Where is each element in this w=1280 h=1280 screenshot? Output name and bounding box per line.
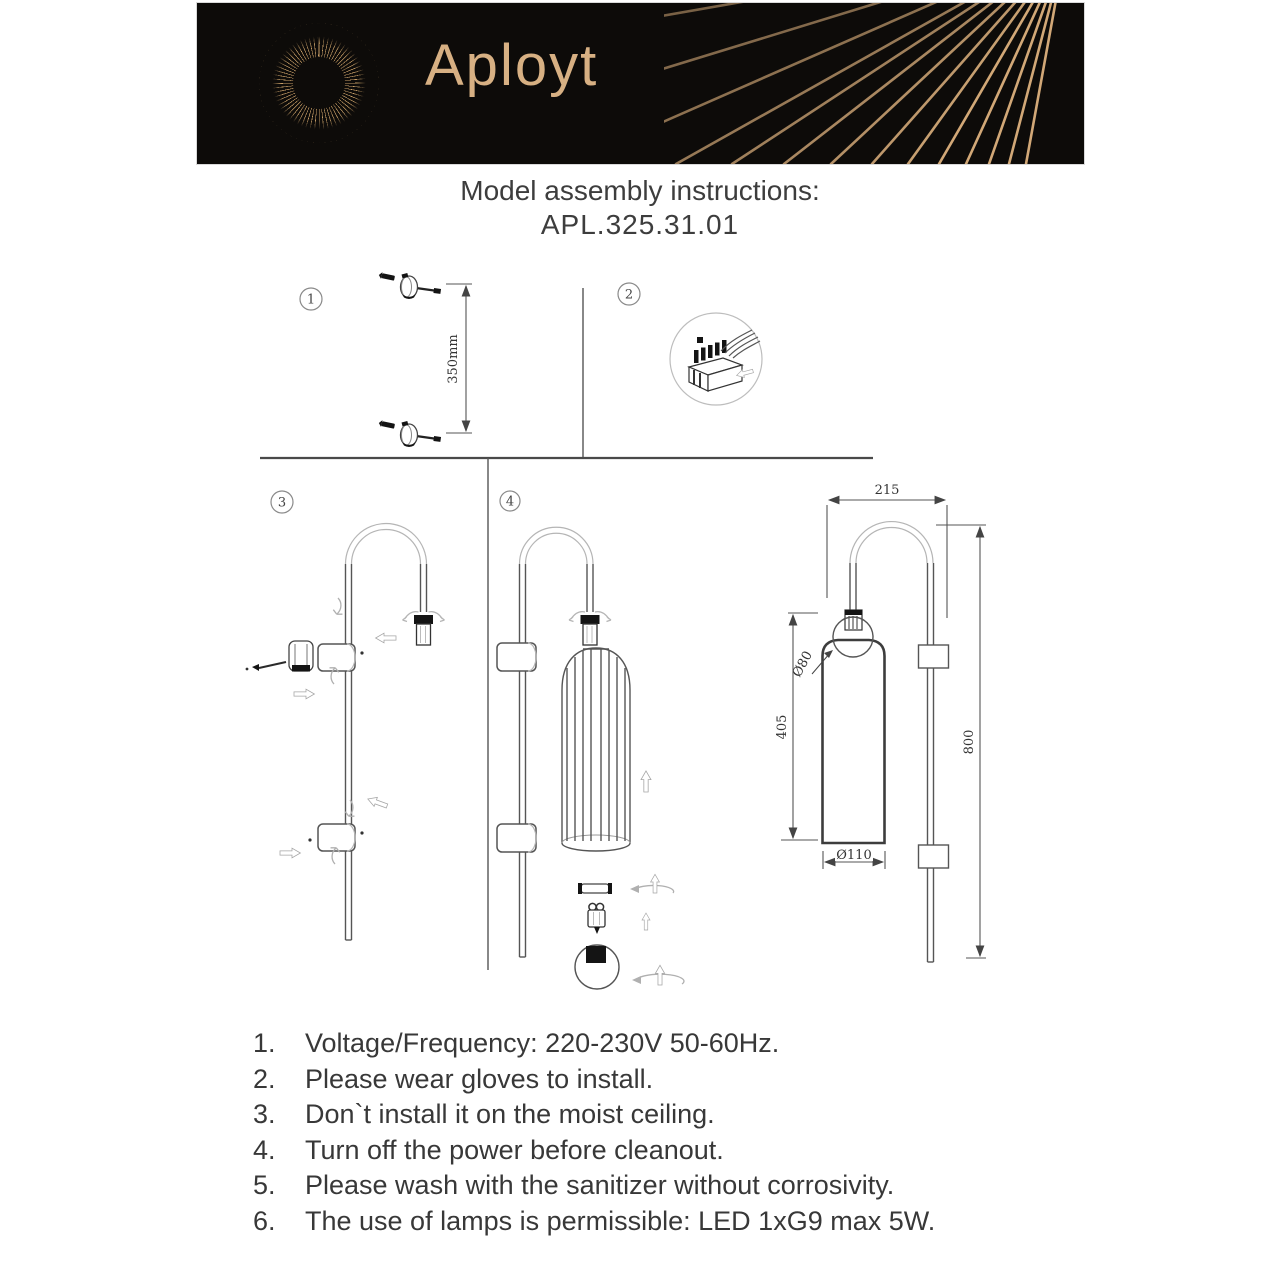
wall-bracket-part — [246, 641, 313, 672]
dimension-drawing — [775, 483, 986, 962]
instruction-item — [253, 1168, 1083, 1204]
instruction-item — [253, 1204, 1083, 1240]
instruction-number: 4. — [253, 1134, 276, 1165]
diagram-step-1 — [300, 272, 472, 447]
dim-shade-height: 405 — [775, 714, 790, 740]
instruction-text: The use of lamps is permissible: LED 1xG9 max 5W. — [305, 1205, 936, 1236]
instruction-text: Don`t install it on the moist ceiling. — [305, 1099, 715, 1129]
instruction-item — [253, 1097, 1083, 1133]
fluted-shade — [562, 648, 630, 851]
dim-wall-spacing: 350mm — [446, 334, 461, 384]
instruction-number: 1. — [253, 1028, 276, 1058]
dim-shade-diameter: Ø110 — [836, 848, 872, 863]
instruction-text: Turn off the power before cleanout. — [305, 1134, 724, 1165]
dim-total-height: 800 — [962, 729, 977, 755]
instruction-text: Voltage/Frequency: 220-230V 50-60Hz. — [305, 1028, 780, 1058]
instruction-item — [253, 1133, 1083, 1169]
instruction-number: 2. — [253, 1063, 276, 1094]
terminal-block — [689, 330, 760, 391]
diagram-step-2 — [618, 283, 762, 405]
dim-bulb-diameter: Ø80 — [789, 648, 816, 680]
instruction-text: Please wash with the sanitizer without corrosivity. — [305, 1170, 895, 1200]
instruction-number: 5. — [253, 1170, 276, 1200]
magnifier-circle — [670, 313, 762, 405]
instruction-text: Please wear gloves to install. — [305, 1063, 654, 1094]
instructions-list — [253, 1026, 1083, 1239]
diagram-step-3 — [246, 491, 445, 940]
step-2-label: 2 — [624, 287, 634, 303]
instruction-item — [253, 1026, 1083, 1062]
instruction-number: 6. — [253, 1205, 276, 1236]
dim-arm-width: 215 — [874, 483, 900, 498]
brand-name: Aployt — [425, 33, 599, 98]
diagram-step-4 — [497, 491, 684, 989]
g9-bulb — [588, 903, 605, 934]
model-number: APL.325.31.01 — [540, 209, 740, 240]
step-4-label: 4 — [505, 494, 515, 510]
instruction-number: 3. — [253, 1099, 276, 1129]
step-1-label: 1 — [306, 292, 316, 308]
page-title: Model assembly instructions: — [460, 175, 820, 206]
instruction-item — [253, 1062, 1083, 1098]
step-3-label: 3 — [277, 495, 287, 511]
